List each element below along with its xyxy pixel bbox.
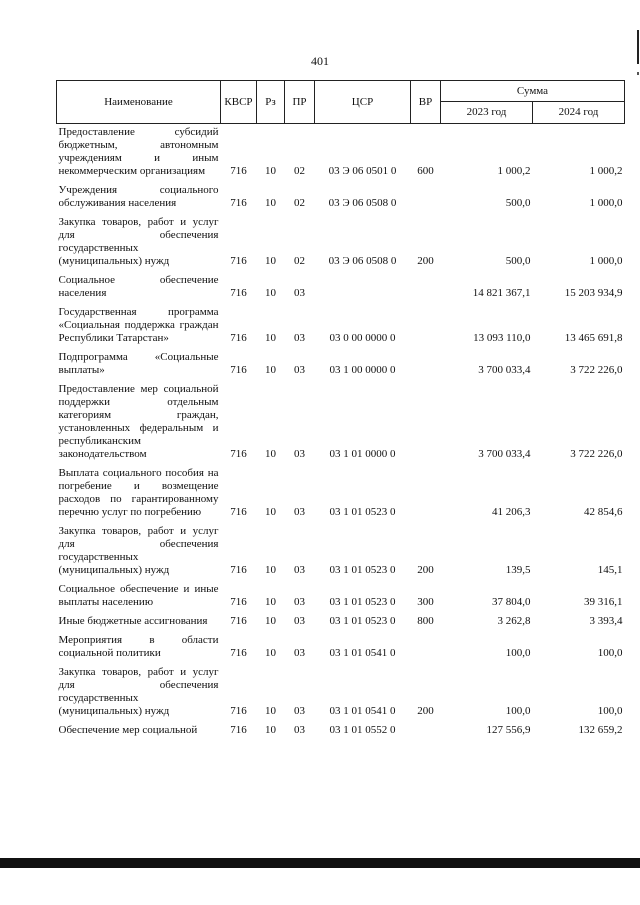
row-kvsr: 716: [230, 724, 247, 736]
header-csr: ЦСР: [315, 81, 411, 124]
row-sum-2024: 1 000,0: [589, 197, 623, 209]
row-sum-2023: 100,0: [505, 647, 531, 659]
row-kvsr: 716: [230, 596, 247, 608]
table-body: [57, 124, 625, 742]
row-vr: 800: [417, 615, 434, 627]
row-sum-2024: 42 854,6: [584, 506, 623, 518]
row-sum-2023: 3 700 033,4: [478, 448, 531, 460]
page-number: 401: [311, 54, 329, 68]
row-kvsr: 716: [230, 647, 247, 659]
header-vr: ВР: [411, 81, 441, 124]
row-sum-2024: 100,0: [597, 647, 623, 659]
row-vr: [411, 465, 441, 523]
row-sum-2024: 132 659,2: [578, 724, 623, 736]
row-vr: [411, 722, 441, 741]
row-rz: 10: [265, 287, 276, 299]
row-pr: 03: [294, 564, 305, 576]
row-rz: 10: [265, 647, 276, 659]
row-vr: [411, 272, 441, 304]
row-sum-2024: 3 722 226,0: [570, 364, 623, 376]
row-csr: 03 1 01 0523 0: [329, 564, 396, 576]
row-rz: 10: [265, 255, 276, 267]
row-vr: 200: [417, 705, 434, 717]
row-sum-2023: 500,0: [505, 197, 531, 209]
row-csr: 03 1 00 0000 0: [329, 364, 396, 376]
row-sum-2024: 3 393,4: [589, 615, 623, 627]
row-csr: 03 Э 06 0508 0: [328, 197, 397, 209]
table-row: [57, 124, 625, 183]
row-sum-2024: 3 722 226,0: [570, 448, 623, 460]
row-vr: [411, 632, 441, 664]
row-csr: 03 1 01 0552 0: [329, 724, 396, 736]
row-sum-2024: 15 203 934,9: [564, 287, 623, 299]
table-row: [57, 581, 625, 613]
row-vr: 200: [417, 564, 434, 576]
row-name: Подпрограмма «Социальные выплаты»: [58, 351, 219, 376]
row-kvsr: 716: [230, 506, 247, 518]
table-row: [57, 632, 625, 664]
scan-bottom-border: [0, 858, 640, 868]
table-row: [57, 465, 625, 523]
row-csr: 03 1 01 0541 0: [329, 705, 396, 717]
header-sum: Сумма: [441, 81, 625, 102]
row-name: Закупка товаров, работ и услуг для обеспечения государственных (муниципальных) нужд: [58, 666, 219, 717]
row-rz: 10: [265, 705, 276, 717]
row-csr: [315, 272, 411, 304]
table-row: [57, 272, 625, 304]
row-sum-2023: 127 556,9: [486, 724, 531, 736]
row-vr: [411, 349, 441, 381]
row-kvsr: 716: [230, 287, 247, 299]
row-sum-2023: 139,5: [505, 564, 531, 576]
row-kvsr: 716: [230, 564, 247, 576]
row-pr: 03: [294, 705, 305, 717]
header-pr: ПР: [285, 81, 315, 124]
scan-edge-mark: [637, 30, 639, 64]
row-pr: 03: [294, 596, 305, 608]
row-kvsr: 716: [230, 255, 247, 267]
row-rz: 10: [265, 506, 276, 518]
row-rz: 10: [265, 448, 276, 460]
row-sum-2024: 1 000,2: [589, 165, 623, 177]
row-rz: 10: [265, 197, 276, 209]
row-name: Обеспечение мер социальной: [58, 724, 198, 736]
row-sum-2023: 500,0: [505, 255, 531, 267]
table-row: [57, 613, 625, 632]
row-pr: 03: [294, 364, 305, 376]
row-vr: [411, 381, 441, 465]
row-sum-2023: 14 821 367,1: [472, 287, 531, 299]
budget-table: [56, 80, 625, 741]
row-csr: 03 1 01 0523 0: [329, 615, 396, 627]
row-rz: 10: [265, 165, 276, 177]
row-sum-2024: 1 000,0: [589, 255, 623, 267]
header-kvsr: КВСР: [221, 81, 257, 124]
row-name: Учреждения социального обслуживания населения: [58, 184, 219, 209]
row-name: Предоставление субсидий бюджетным, автономным учреждениям и иным некоммерческим организациям: [58, 126, 219, 177]
row-rz: 10: [265, 332, 276, 344]
row-sum-2023: 3 700 033,4: [478, 364, 531, 376]
scan-edge-dot: [637, 72, 639, 75]
header-2023: 2023 год: [441, 102, 533, 124]
table-row: [57, 214, 625, 272]
row-kvsr: 716: [230, 165, 247, 177]
row-sum-2024: 100,0: [597, 705, 623, 717]
row-name: Социальное обеспечение и иные выплаты населению: [58, 583, 219, 608]
row-name: Социальное обеспечение населения: [58, 274, 219, 299]
row-sum-2023: 41 206,3: [492, 506, 531, 518]
table-row: [57, 523, 625, 581]
row-csr: 03 1 01 0541 0: [329, 647, 396, 659]
row-vr: [411, 182, 441, 214]
row-csr: 03 Э 06 0508 0: [328, 255, 397, 267]
row-kvsr: 716: [230, 615, 247, 627]
row-sum-2024: 39 316,1: [584, 596, 623, 608]
row-pr: 03: [294, 287, 305, 299]
row-pr: 03: [294, 615, 305, 627]
row-rz: 10: [265, 724, 276, 736]
table-row: [57, 381, 625, 465]
table-row: [57, 722, 625, 741]
header-name: Наименование: [57, 81, 221, 124]
row-name: Иные бюджетные ассигнования: [58, 615, 208, 627]
row-kvsr: 716: [230, 197, 247, 209]
table-row: [57, 182, 625, 214]
row-kvsr: 716: [230, 332, 247, 344]
row-sum-2023: 13 093 110,0: [473, 332, 531, 344]
row-pr: 03: [294, 724, 305, 736]
row-csr: 03 Э 06 0501 0: [328, 165, 397, 177]
row-pr: 02: [294, 165, 305, 177]
row-csr: 03 1 01 0000 0: [329, 448, 396, 460]
row-name: Предоставление мер социальной поддержки отдельным категориям граждан, установленных федеральным и республиканским законодательством: [58, 383, 219, 460]
table-row: [57, 304, 625, 349]
row-kvsr: 716: [230, 364, 247, 376]
row-sum-2023: 1 000,2: [497, 165, 531, 177]
row-name: Выплата социального пособия на погребение и возмещение расходов по гарантированному перечню услуг по погребению: [58, 467, 219, 518]
row-name: Закупка товаров, работ и услуг для обеспечения государственных (муниципальных) нужд: [58, 216, 219, 267]
table-row: [57, 664, 625, 722]
row-sum-2023: 3 262,8: [497, 615, 531, 627]
header-2024: 2024 год: [533, 102, 625, 124]
row-pr: 02: [294, 197, 305, 209]
row-rz: 10: [265, 564, 276, 576]
row-pr: 02: [294, 255, 305, 267]
row-name: Государственная программа «Социальная поддержка граждан Республики Татарстан»: [58, 306, 219, 344]
table-header: [57, 81, 625, 124]
row-pr: 03: [294, 332, 305, 344]
row-pr: 03: [294, 448, 305, 460]
row-sum-2024: 145,1: [597, 564, 623, 576]
row-vr: 600: [417, 165, 434, 177]
row-rz: 10: [265, 615, 276, 627]
row-pr: 03: [294, 647, 305, 659]
header-rz: Рз: [257, 81, 285, 124]
row-vr: 200: [417, 255, 434, 267]
row-sum-2023: 37 804,0: [492, 596, 531, 608]
row-rz: 10: [265, 596, 276, 608]
row-vr: [411, 304, 441, 349]
row-csr: 03 0 00 0000 0: [329, 332, 396, 344]
row-name: Мероприятия в области социальной политики: [58, 634, 219, 659]
row-name: Закупка товаров, работ и услуг для обеспечения государственных (муниципальных) нужд: [58, 525, 219, 576]
row-sum-2024: 13 465 691,8: [564, 332, 623, 344]
row-kvsr: 716: [230, 705, 247, 717]
row-sum-2023: 100,0: [505, 705, 531, 717]
row-kvsr: 716: [230, 448, 247, 460]
table-row: [57, 349, 625, 381]
row-vr: 300: [417, 596, 434, 608]
row-csr: 03 1 01 0523 0: [329, 596, 396, 608]
row-rz: 10: [265, 364, 276, 376]
row-csr: 03 1 01 0523 0: [329, 506, 396, 518]
row-pr: 03: [294, 506, 305, 518]
